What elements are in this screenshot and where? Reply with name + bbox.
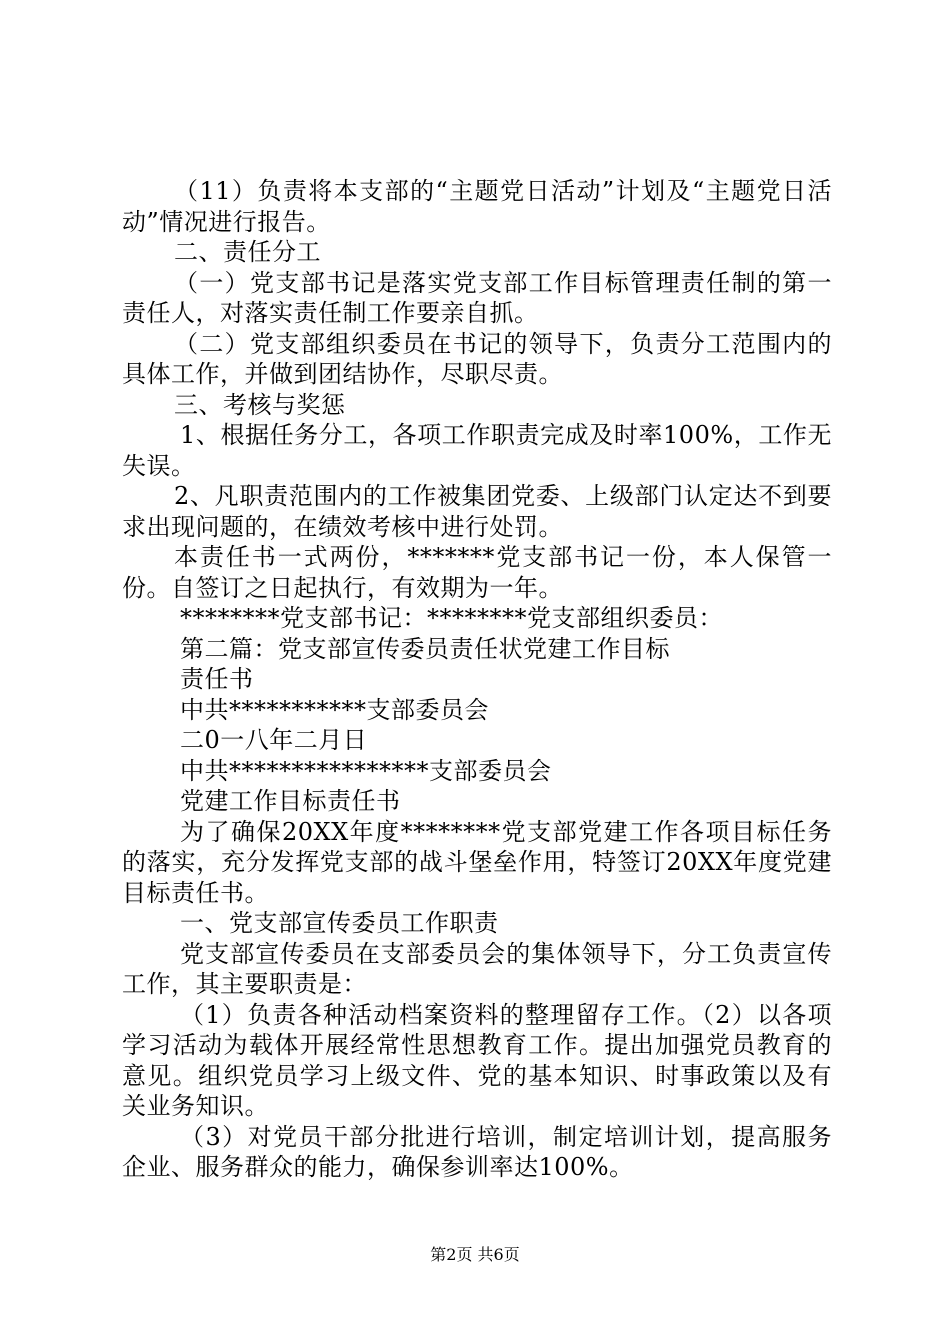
committee-name: 中共***********支部委员会 bbox=[180, 695, 489, 724]
section-heading-assessment: 三、考核与奖惩 bbox=[174, 390, 346, 419]
paragraph-organization-member-duty: （二）党支部组织委员在书记的领导下，负责分工范围内的具体工作，并做到团结协作，尽职尽责。 bbox=[122, 329, 832, 388]
paragraph-secretary-duty: （一）党支部书记是落实党支部工作目标管理责任制的第一责任人，对落实责任制工作要亲自抓。 bbox=[122, 268, 832, 327]
paragraph-duties-1-2: （1）负责各种活动档案资料的整理留存工作。（2）以各项学习活动为载体开展经常性思想教育工作。提出加强党员教育的意见。组织党员学习上级文件、党的基本知识、时事政策以及有关业务知识。 bbox=[122, 1000, 832, 1120]
paragraph-propaganda-intro: 党支部宣传委员在支部委员会的集体领导下，分工负责宣传工作，其主要职责是： bbox=[122, 939, 832, 998]
paragraph-assessment-2: 2、凡职责范围内的工作被集团党委、上级部门认定达不到要求出现问题的，在绩效考核中进行处罚。 bbox=[122, 482, 832, 541]
chapter-title: 第二篇：党支部宣传委员责任状党建工作目标 bbox=[180, 634, 670, 663]
paragraph-purpose: 为了确保20XX年度********党支部党建工作各项目标任务的落实，充分发挥党支部的战斗堡垒作用，特签订20XX年度党建目标责任书。 bbox=[122, 817, 832, 907]
section-heading-propaganda: 一、党支部宣传委员工作职责 bbox=[180, 909, 499, 937]
paragraph-duty-3: （3）对党员干部分批进行培训，制定培训计划，提高服务企业、服务群众的能力，确保参训率达100%。 bbox=[122, 1122, 832, 1181]
paragraph-copies: 本责任书一式两份，*******党支部书记一份，本人保管一份。自签订之日起执行，有效期为一年。 bbox=[122, 543, 832, 602]
document-body bbox=[122, 176, 832, 1183]
page-number: 第2页 共6页 bbox=[430, 1245, 520, 1264]
document-date: 二0一八年二月日 bbox=[180, 726, 368, 754]
chapter-title-continued: 责任书 bbox=[180, 665, 254, 693]
paragraph-assessment-1: 1、根据任务分工，各项工作职责完成及时率100%，工作无失误。 bbox=[122, 421, 832, 480]
paragraph-item-11-report: （11）负责将本支部的“主题党日活动”计划及“主题党日活动”情况进行报告。 bbox=[122, 177, 832, 236]
document-subtitle: 党建工作目标责任书 bbox=[180, 787, 401, 815]
committee-name-2: 中共****************支部委员会 bbox=[180, 756, 552, 785]
signature-line: ********党支部书记：********党支部组织委员： bbox=[180, 604, 723, 632]
section-heading-responsibility: 二、责任分工 bbox=[174, 238, 321, 266]
